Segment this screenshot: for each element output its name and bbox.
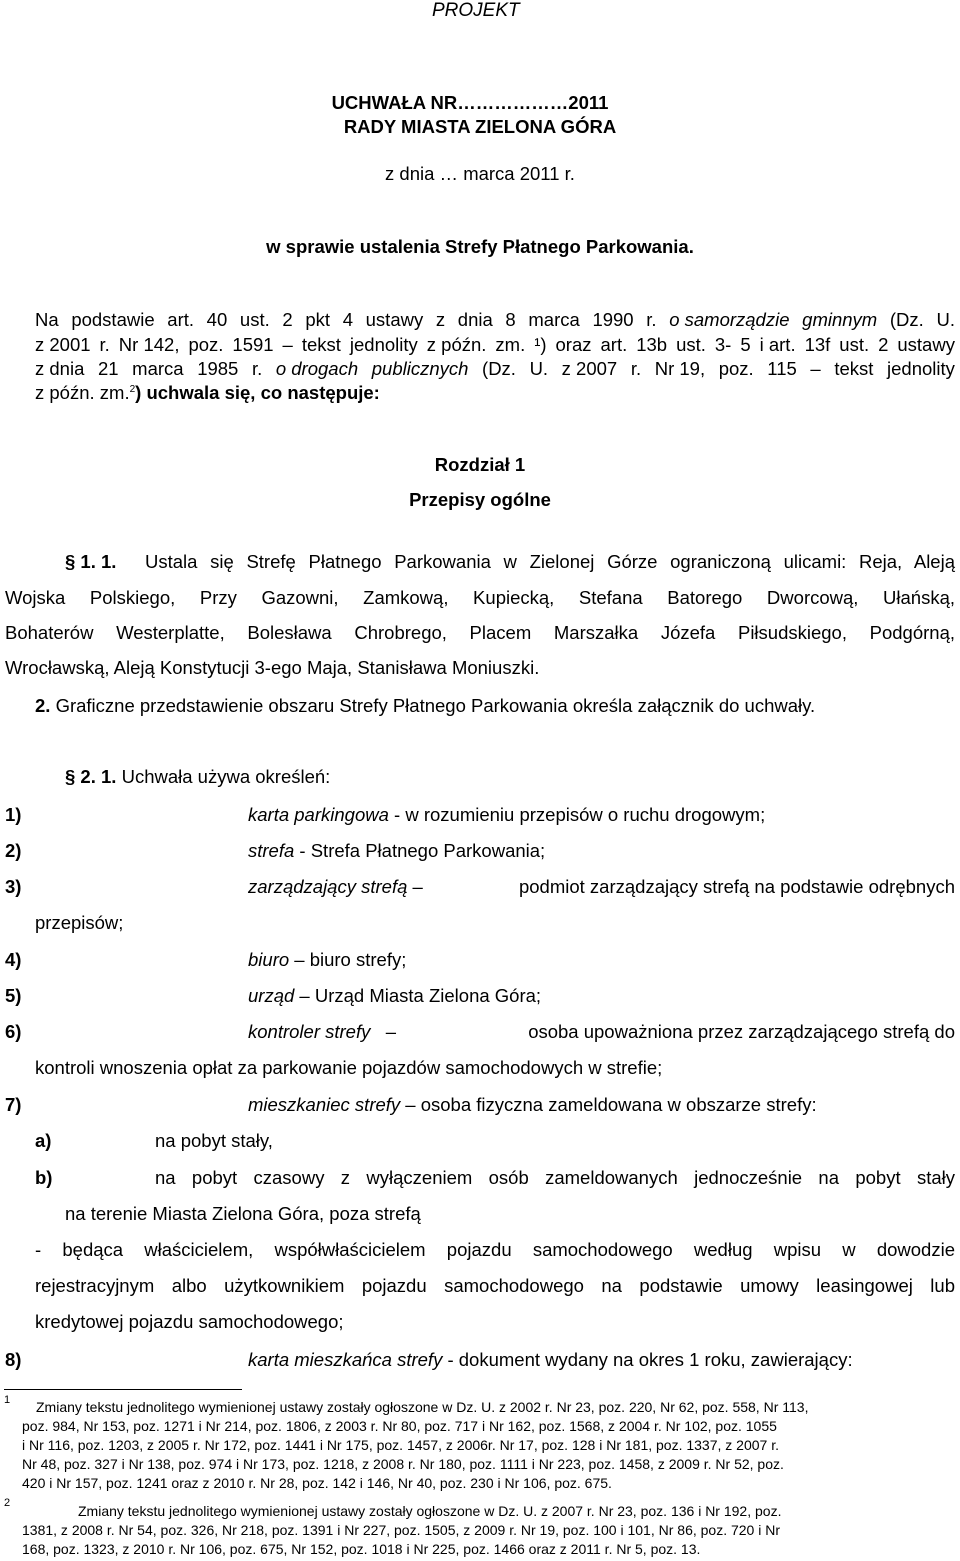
preamble-word: 2 bbox=[878, 334, 889, 355]
resolution-number: UCHWAŁA NR………………2011 bbox=[331, 92, 609, 113]
paragraph-2-label: § 2. bbox=[65, 766, 96, 787]
footnote-1-line-3: i Nr 116, poz. 1203, z 2005 r. Nr 172, poz. 1441 i Nr 175, poz. 1457, z 2006r. Nr 17, poz. 128 i Nr 181, poz. 1337, z 2007 r. bbox=[22, 1437, 779, 1453]
preamble-word: (Dz. bbox=[482, 358, 516, 379]
subitem-a-label: a) bbox=[35, 1130, 52, 1151]
definition-5-number: 5) bbox=[5, 985, 22, 1006]
preamble-line-2 bbox=[35, 334, 955, 356]
preamble-word: 2 bbox=[282, 309, 293, 330]
preamble-word: z 2007 bbox=[561, 358, 618, 379]
definition-2-number: 2) bbox=[5, 840, 22, 861]
paragraph-1-label: § 1. bbox=[65, 551, 96, 572]
preamble-word: ust. bbox=[239, 309, 270, 330]
resolution-subject: w sprawie ustalenia Strefy Płatnego Parkowania. bbox=[266, 236, 694, 257]
preamble-word: 1990 bbox=[592, 309, 634, 330]
chapter-subheading: Przepisy ogólne bbox=[409, 489, 551, 510]
preamble-word: 1591 bbox=[232, 334, 274, 355]
preamble-word: z późn. bbox=[426, 334, 487, 355]
preamble-word: poz. bbox=[188, 334, 224, 355]
preamble-word: dnia bbox=[457, 309, 493, 330]
subitem-b-text: na pobyt czasowy z wyłączeniem osób zameldowanych jednocześnie na pobyt stały bbox=[155, 1167, 955, 1188]
preamble-word: tekst bbox=[834, 358, 874, 379]
preamble-word: r. bbox=[630, 358, 642, 379]
preamble-word: o samorządzie bbox=[669, 309, 790, 330]
preamble-word: Na bbox=[35, 309, 59, 330]
footnote-1-line-4: Nr 48, poz. 327 i Nr 138, poz. 974 i Nr 173, poz. 1218, z 2008 r. Nr 180, poz. 1111 i Nr 223, poz. 1458, z 2009 r. Nr 52, poz. bbox=[22, 1456, 784, 1472]
preamble-word: r. bbox=[99, 334, 110, 355]
preamble-word: i art. bbox=[759, 334, 796, 355]
definition-2: strefa - Strefa Płatnego Parkowania; bbox=[248, 840, 546, 861]
preamble-word: 8 bbox=[505, 309, 516, 330]
definition-3-continuation: przepisów; bbox=[35, 912, 124, 933]
definition-6-number: 6) bbox=[5, 1021, 22, 1042]
definition-1-number: 1) bbox=[5, 804, 22, 825]
definition-8: karta mieszkańca strefy - dokument wydany na okres 1 roku, zawierający: bbox=[248, 1349, 853, 1370]
resolution-date: z dnia … marca 2011 r. bbox=[385, 163, 575, 184]
preamble-word: jednolity bbox=[887, 358, 955, 379]
preamble-word: r. bbox=[251, 358, 263, 379]
definition-4: biuro – biuro strefy; bbox=[248, 949, 407, 970]
paragraph-2-heading bbox=[65, 766, 330, 788]
paragraph-1-line-4: Wrocławską, Aleją Konstytucji 3-ego Maja, Stanisława Moniuszki. bbox=[5, 657, 540, 678]
preamble-word: tekst bbox=[301, 334, 341, 355]
preamble-word: ustawy bbox=[897, 334, 955, 355]
preamble-word: z 2001 bbox=[35, 334, 91, 355]
preamble-word: marca bbox=[132, 358, 184, 379]
preamble-word: U. bbox=[936, 309, 955, 330]
definition-3-number: 3) bbox=[5, 876, 22, 897]
definition-1: karta parkingowa - w rozumieniu przepisów o ruchu drogowym; bbox=[248, 804, 766, 825]
preamble-word: 40 bbox=[206, 309, 228, 330]
definition-7: mieszkaniec strefy – osoba fizyczna zameldowana w obszarze strefy: bbox=[248, 1094, 817, 1115]
preamble-word: art. bbox=[167, 309, 195, 330]
definition-7-number: 7) bbox=[5, 1094, 22, 1115]
footnote-1-line-5: 420 i Nr 157, poz. 1241 oraz z 2010 r. Nr 28, poz. 142 i 146, Nr 40, poz. 230 i Nr 106, poz. 675. bbox=[22, 1475, 612, 1491]
paragraph-2-intro: Uchwała używa określeń: bbox=[121, 766, 331, 787]
footnote-1-marker: 1 bbox=[4, 1394, 11, 1406]
footnote-1-line-2: poz. 984, Nr 153, poz. 1271 i Nr 214, poz. 1806, z 2003 r. Nr 80, poz. 717 i Nr 162, poz. 1568, z 2004 r. Nr 102, poz. 1055 bbox=[22, 1418, 777, 1434]
preamble-word: gminnym bbox=[802, 309, 878, 330]
preamble-word: jednolity bbox=[349, 334, 418, 355]
preamble-word: 13b bbox=[636, 334, 668, 355]
preamble-line-3 bbox=[35, 358, 955, 380]
preamble-word: – bbox=[810, 358, 821, 379]
preamble-line-1 bbox=[35, 309, 955, 331]
preamble-word: (Dz. bbox=[889, 309, 924, 330]
preamble-word: ust. bbox=[676, 334, 706, 355]
preamble-line-4: z późn. zm.$^2$) uchwala się, co następuje: bbox=[35, 382, 380, 403]
subitem-b-label: b) bbox=[35, 1167, 53, 1188]
paragraph-1-line-1: Ustala się Strefę Płatnego Parkowania w Zielonej Górze ograniczoną ulicami: Reja, Aleją bbox=[145, 551, 955, 572]
preamble-word: Nr 19, bbox=[654, 358, 706, 379]
preamble-word: 115 bbox=[767, 358, 797, 379]
footnote-2-line-2: 1381, z 2008 r. Nr 54, poz. 326, Nr 218, poz. 1391 i Nr 227, poz. 1505, z 2009 r. Nr 19, poz. 100 i 101, Nr 86, poz. 720 i Nr bbox=[22, 1522, 781, 1538]
definition-6-continuation: kontroli wnoszenia opłat za parkowanie pojazdów samochodowych w strefie; bbox=[35, 1057, 663, 1078]
preamble-word: o drogach bbox=[275, 358, 359, 379]
footnote-2-line-1: Zmiany tekstu jednolitego wymienionej ustawy zostały ogłoszone w Dz. U. z 2007 r. Nr 23, poz. 136 i Nr 192, poz. bbox=[78, 1503, 782, 1519]
footnote-2-line-3: 168, poz. 1323, z 2010 r. Nr 106, poz. 675, Nr 152, poz. 1018 i Nr 225, poz. 1466 oraz z 2011 r. Nr 5, poz. 13. bbox=[22, 1541, 701, 1557]
preamble-word: ¹) bbox=[534, 334, 547, 355]
footnote-2-marker: 2 bbox=[4, 1497, 11, 1509]
preamble-word: poz. bbox=[718, 358, 754, 379]
preamble-word: art. bbox=[600, 334, 628, 355]
owner-clause-line-1: - będąca właścicielem, współwłaścicielem pojazdu samochodowego według wpisu w dowodzie bbox=[35, 1239, 955, 1260]
preamble-word: publicznych bbox=[371, 358, 469, 379]
definition-5: urząd – Urząd Miasta Zielona Góra; bbox=[248, 985, 542, 1006]
preamble-word: pkt bbox=[305, 309, 331, 330]
definition-4-number: 4) bbox=[5, 949, 22, 970]
chapter-heading: Rozdział 1 bbox=[434, 454, 526, 475]
definition-3: zarządzający strefą – podmiot zarządzający strefą na podstawie odrębnych bbox=[248, 876, 955, 897]
paragraph-1-sub1-label: 1. bbox=[101, 551, 117, 572]
definition-8-number: 8) bbox=[5, 1349, 22, 1370]
preamble-word: r. bbox=[646, 309, 657, 330]
preamble-word: 4 bbox=[342, 309, 353, 330]
paragraph-2-sub1-label: 1. bbox=[101, 766, 117, 787]
paragraph-1 bbox=[65, 551, 116, 573]
subitem-b-continuation: na terenie Miasta Zielona Góra, poza strefą bbox=[65, 1203, 421, 1224]
paragraph-1-sub2: 2. Graficzne przedstawienie obszaru Strefy Płatnego Parkowania określa załącznik do uchwały. bbox=[35, 695, 816, 716]
preamble-word: oraz bbox=[555, 334, 592, 355]
preamble-word: marca bbox=[528, 309, 580, 330]
subitem-a-text: na pobyt stały, bbox=[155, 1130, 273, 1151]
preamble-word: 3- bbox=[714, 334, 732, 355]
preamble-word: – bbox=[282, 334, 293, 355]
preamble-word: 1985 bbox=[197, 358, 239, 379]
preamble-word: podstawie bbox=[71, 309, 155, 330]
preamble-word: 21 bbox=[97, 358, 119, 379]
definition-6: kontroler strefy – osoba upoważniona przez zarządzającego strefą do bbox=[248, 1021, 955, 1042]
preamble-word: Nr 142, bbox=[118, 334, 180, 355]
council-name: RADY MIASTA ZIELONA GÓRA bbox=[343, 116, 617, 137]
paragraph-1-line-3: Bohaterów Westerplatte, Bolesława Chrobrego, Placem Marszałka Józefa Piłsudskiego, Podgórną, bbox=[5, 622, 955, 643]
preamble-word: z bbox=[435, 309, 446, 330]
paragraph-1-line-2: Wojska Polskiego, Przy Gazowni, Zamkową, Kupiecką, Stefana Batorego Dworcową, Ułańską, bbox=[5, 587, 955, 608]
preamble-word: U. bbox=[529, 358, 549, 379]
preamble-word: 5 bbox=[740, 334, 751, 355]
footnote-separator bbox=[4, 1389, 242, 1390]
preamble-word: z dnia bbox=[35, 358, 85, 379]
footnote-1-line-1: Zmiany tekstu jednolitego wymienionej ustawy zostały ogłoszone w Dz. U. z 2002 r. Nr 23, poz. 220, Nr 62, poz. 558, Nr 113, bbox=[36, 1399, 809, 1415]
preamble-word: ustawy bbox=[365, 309, 424, 330]
preamble-word: ust. bbox=[839, 334, 870, 355]
preamble-word: zm. bbox=[495, 334, 526, 355]
preamble-word: 13f bbox=[804, 334, 831, 355]
projekt-label: PROJEKT bbox=[432, 0, 520, 21]
owner-clause-line-3: kredytowej pojazdu samochodowego; bbox=[35, 1311, 344, 1332]
owner-clause-line-2: rejestracyjnym albo użytkownikiem pojazdu samochodowego na podstawie umowy leasingowej lub bbox=[35, 1275, 955, 1296]
